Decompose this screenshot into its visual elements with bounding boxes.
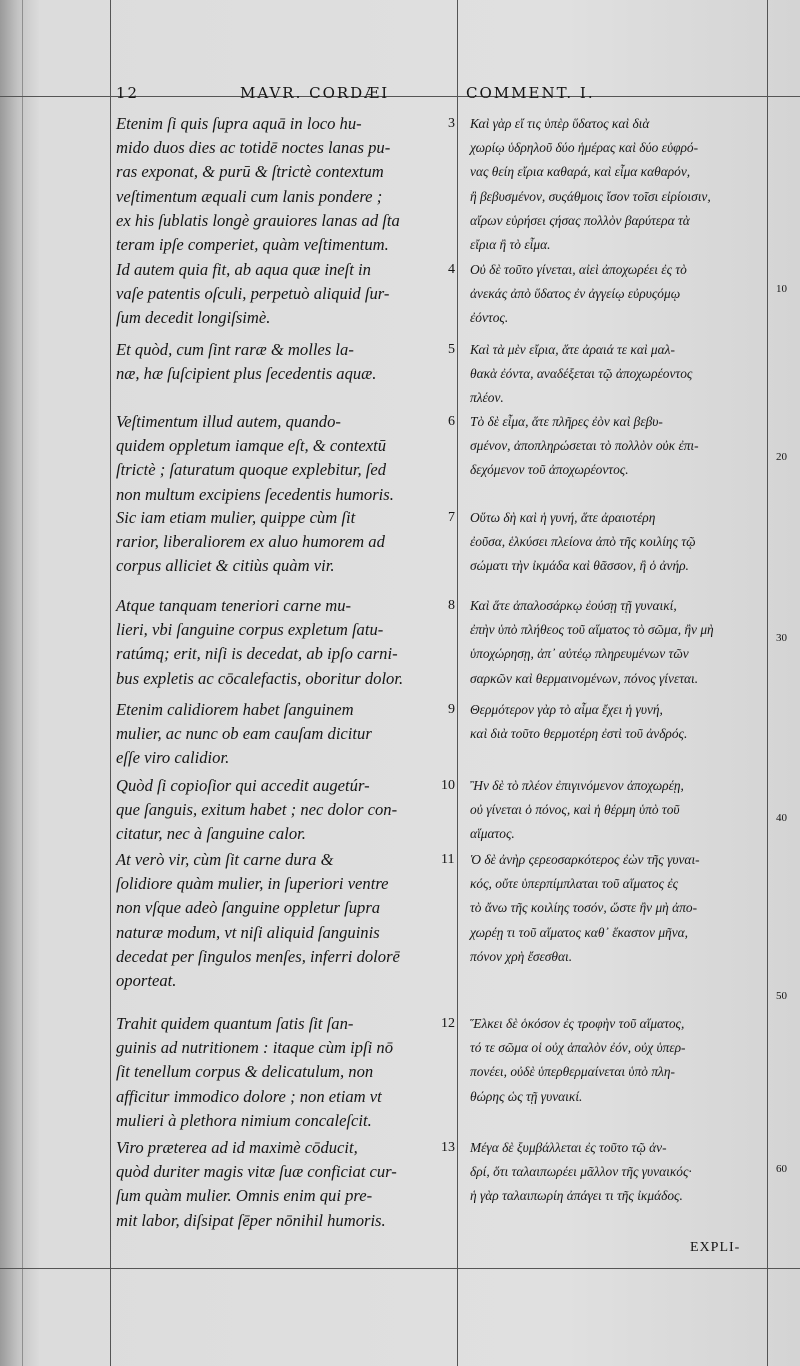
section-number: 10 — [441, 778, 455, 793]
greek-line: Θερμότερον γὰρ τὸ αἷμα ἔχει ἡ γυνή, — [470, 702, 663, 717]
latin-line: mulier, ac nunc ob eam cauſam dicitur — [116, 724, 372, 744]
margin-line-number: 20 — [776, 451, 787, 463]
latin-line: Id autem quia fit, ab aqua quæ ineſt in — [116, 260, 371, 279]
margin-line-number: 50 — [776, 990, 787, 1002]
latin-line: ex his ſublatis longè grauiores lanas ad ſta — [116, 210, 400, 230]
latin-line: næ, hæ ſuſcipient plus ſecedentis aquæ. — [116, 364, 377, 384]
greek-line: ὑποχώρησῃ, ἀπ᾽ αὐτέῳ πληρευμένων τῶν — [470, 646, 689, 662]
greek-line: Καὶ γὰρ εἴ τις ὑπὲρ ὕδατος καὶ διὰ — [470, 116, 650, 131]
margin-line-number: 40 — [776, 812, 787, 824]
greek-line: Καὶ ἅτε ἁπαλοσάρκῳ ἐούσῃ τῇ γυναικί, — [470, 598, 677, 613]
greek-line: δεχόμενον τοῦ ἀποχωρέοντος. — [470, 462, 629, 478]
greek-paragraph — [470, 848, 770, 969]
latin-line: ſum quàm mulier. Omnis enim qui pre- — [116, 1186, 373, 1206]
section-number: 7 — [448, 510, 455, 525]
catchword: EXPLI- — [690, 1240, 741, 1255]
greek-paragraph — [470, 594, 770, 691]
greek-line: Ὁ δὲ ἀνὴρ ςερεοσαρκότερος ἐὼν τῆς γυναι- — [470, 852, 700, 867]
latin-line: Sic iam etiam mulier, quippe cùm ſit — [116, 508, 356, 527]
latin-paragraph — [116, 774, 438, 847]
greek-paragraph — [470, 1012, 770, 1109]
greek-line: αἵματος. — [470, 826, 515, 842]
greek-paragraph — [470, 258, 770, 331]
latin-line: naturæ modum, vt niſi aliquid ſanguinis — [116, 922, 380, 942]
running-title-right: COMMENT. I. — [466, 84, 595, 102]
latin-line: non vſque adeò ſanguine oppletur ſupra — [116, 898, 381, 918]
latin-line: veſtimentum æquali cum lanis pondere ; — [116, 186, 383, 206]
greek-line: Ἢν δὲ τὸ πλέον ἐπιγινόμενον ἀποχωρέῃ, — [470, 778, 684, 793]
latin-line: guinis ad nutritionem : itaque cùm ipſi nō — [116, 1038, 394, 1058]
page-rule — [457, 0, 458, 1366]
greek-line: πόνον χρὴ ἔσεσθαι. — [470, 948, 573, 964]
section-number: 5 — [448, 342, 455, 357]
greek-line: ἢ βεβυσμένον, συςάθμοις ἴσον τοῖσι εἰρίοισιν, — [470, 188, 711, 204]
latin-line: ſtrictè ; ſaturatum quoque explebitur, ſed — [116, 460, 387, 480]
section-number: 3 — [448, 116, 455, 131]
latin-line: eſſe viro calidior. — [116, 748, 230, 768]
latin-line: Etenim ſi quis ſupra aquā in loco hu- — [116, 114, 362, 133]
greek-line: Τὸ δὲ εἷμα, ἅτε πλῆρες ἐὸν καὶ βεβυ- — [470, 414, 663, 429]
latin-line: Atque tanquam teneriori carne mu- — [116, 596, 352, 615]
latin-line: lieri, vbi ſanguine corpus expletum ſatu- — [116, 620, 384, 640]
latin-paragraph — [116, 698, 438, 771]
latin-line: afficitur immodico dolore ; non etiam vt — [116, 1086, 382, 1106]
greek-line: Καὶ τὰ μὲν εἴρια, ἅτε ἀραιά τε καὶ μαλ- — [470, 342, 675, 357]
section-number: 12 — [441, 1016, 455, 1031]
latin-paragraph — [116, 258, 438, 331]
latin-line: mit labor, diſsipat ſēper nōnihil humoris. — [116, 1210, 386, 1230]
latin-paragraph — [116, 410, 438, 507]
latin-line: bus expletis ac cōcalefactis, oboritur dolor. — [116, 668, 404, 688]
greek-line: ἡ γὰρ ταλαιπωρίη ἀπάγει τι τῆς ἰκμάδος. — [470, 1188, 683, 1204]
greek-line: ἐπὴν ὑπὸ πλήθεος τοῦ αἵματος τὸ σῶμα, ἢν μὴ — [470, 622, 714, 638]
greek-paragraph — [470, 112, 770, 257]
running-title-left: MAVR. CORDÆI — [240, 84, 390, 102]
latin-line: ratúmq; erit, niſi is decedat, ab ipſo carni- — [116, 644, 398, 664]
margin-line-number: 10 — [776, 283, 787, 295]
section-number: 9 — [448, 702, 455, 717]
latin-paragraph — [116, 1012, 438, 1133]
latin-line: mido duos dies ac totidē noctes lanas pu- — [116, 138, 391, 158]
latin-line: Veſtimentum illud autem, quando- — [116, 412, 341, 431]
latin-paragraph — [116, 112, 438, 257]
greek-line: κός, οὔτε ὑπερπίμπλαται τοῦ αἵματος ἐς — [470, 876, 679, 892]
latin-line: Et quòd, cum ſint raræ & molles la- — [116, 340, 354, 359]
greek-line: οὐ γίνεται ὁ πόνος, καὶ ἡ θέρμη ὑπὸ τοῦ — [470, 802, 680, 818]
latin-line: corpus alliciet & citiùs quàm vir. — [116, 556, 335, 576]
latin-line: ras exponat, & purū & ſtrictè contextum — [116, 162, 384, 182]
greek-line: ἐοῦσα, ἑλκύσει πλείονα ἀπὸ τῆς κοιλίης τῷ — [470, 534, 696, 550]
latin-line: teram ipſe comperiet, quàm veſtimentum. — [116, 234, 389, 254]
greek-line: τό τε σῶμα οἱ οὐχ ἁπαλὸν ἐόν, οὐχ ὑπερ- — [470, 1040, 686, 1056]
greek-line: Οὕτω δὴ καὶ ἡ γυνή, ἅτε ἀραιοτέρη — [470, 510, 656, 525]
latin-line: que ſanguis, exitum habet ; nec dolor con- — [116, 800, 398, 820]
latin-line: vaſe patentis oſculi, perpetuò aliquid ſur- — [116, 284, 390, 304]
section-number: 8 — [448, 598, 455, 613]
greek-line: σώματι τὴν ἰκμάδα καὶ θᾶσσον, ἢ ὁ ἀνήρ. — [470, 558, 689, 574]
greek-line: χωρίῳ ὑδρηλοῦ δύο ἡμέρας καὶ δύο εὐφρό- — [470, 140, 699, 156]
section-number: 6 — [448, 414, 455, 429]
greek-line: αἴρων εὑρήσει ςήσας πολλὸν βαρύτερα τὰ — [470, 212, 690, 228]
greek-line: ἀνεκάς ἀπὸ ὕδατος ἐν ἀγγείῳ εὐρυςόμῳ — [470, 286, 681, 302]
latin-line: citatur, nec à ſanguine calor. — [116, 824, 306, 844]
latin-paragraph — [116, 594, 438, 691]
page-rule — [110, 0, 111, 1366]
section-number: 4 — [448, 262, 455, 277]
latin-paragraph — [116, 506, 438, 579]
greek-line: νας θείη εἴρια καθαρά, καὶ εἷμα καθαρόν, — [470, 164, 691, 180]
latin-line: quòd duriter magis vitæ ſuæ conficiat cur- — [116, 1162, 397, 1182]
greek-line: καὶ διὰ τοῦτο θερμοτέρη ἐστὶ τοῦ ἀνδρός. — [470, 726, 688, 742]
greek-line: Ἕλκει δὲ ὁκόσον ἐς τροφὴν τοῦ αἵματος, — [470, 1016, 685, 1031]
latin-line: non multum excipiens ſecedentis humoris. — [116, 484, 394, 504]
greek-paragraph — [470, 506, 770, 579]
latin-line: At verò vir, cùm ſit carne dura & — [116, 850, 334, 869]
margin-line-number: 30 — [776, 632, 787, 644]
latin-line: Trahit quidem quantum ſatis ſit ſan- — [116, 1014, 354, 1033]
latin-line: Viro præterea ad id maximè cōducit, — [116, 1138, 358, 1157]
greek-paragraph — [470, 410, 770, 483]
latin-line: Quòd ſi copioſior qui accedit augetúr- — [116, 776, 370, 795]
latin-line: ſum decedit longiſsimè. — [116, 308, 271, 328]
page-number: 12 — [116, 84, 140, 102]
greek-line: σαρκῶν καὶ θερμαινομένων, πόνος γίνεται. — [470, 670, 699, 686]
greek-paragraph — [470, 1136, 770, 1209]
latin-paragraph — [116, 338, 438, 386]
latin-line: quidem oppletum iamque eſt, & contextū — [116, 436, 387, 456]
greek-paragraph — [470, 774, 770, 847]
greek-line: θώρης ὡς τῇ γυναικί. — [470, 1088, 583, 1104]
latin-line: ſit tenellum corpus & delicatulum, non — [116, 1062, 374, 1082]
greek-line: σμένον, ἀποπληρώσεται τὸ πολλὸν οὐκ ἐπι- — [470, 438, 699, 454]
latin-line: Etenim calidiorem habet ſanguinem — [116, 700, 354, 719]
page-rule — [0, 1268, 800, 1269]
greek-line: θακὰ ἐόντα, αναδέξεται τῷ ἀποχωρέοντος — [470, 366, 693, 382]
latin-line: mulieri à plethora nimium concaleſcit. — [116, 1110, 372, 1130]
greek-line: Οὐ δὲ τοῦτο γίνεται, αἰεὶ ἀποχωρέει ἐς τὸ — [470, 262, 687, 277]
greek-paragraph — [470, 338, 770, 411]
greek-line: πλέον. — [470, 390, 504, 406]
greek-paragraph — [470, 698, 770, 746]
latin-paragraph — [116, 848, 438, 993]
latin-line: ſolidiore quàm mulier, in ſuperiori ventre — [116, 874, 389, 894]
latin-line: decedat per ſingulos menſes, inferri dolorē — [116, 946, 400, 966]
greek-line: Μέγα δὲ ξυμβάλλεται ἐς τοῦτο τῷ ἀν- — [470, 1140, 667, 1155]
latin-paragraph — [116, 1136, 438, 1233]
section-number: 13 — [441, 1140, 455, 1155]
latin-line: oporteat. — [116, 970, 177, 990]
greek-line: δρί, ὅτι ταλαιπωρέει μᾶλλον τῆς γυναικός· — [470, 1164, 692, 1180]
margin-line-number: 60 — [776, 1163, 787, 1175]
section-number: 11 — [441, 852, 455, 867]
greek-line: χωρέῃ τι τοῦ αἵματος καθ᾽ ἕκαστον μῆνα, — [470, 924, 689, 940]
greek-line: πονέει, οὐδὲ ὑπερθερμαίνεται ὑπὸ πλη- — [470, 1064, 675, 1080]
greek-line: ἐόντος. — [470, 310, 509, 326]
greek-line: τὸ ἄνω τῆς κοιλίης τοσόν, ὥστε ἢν μὴ ἀπο- — [470, 900, 698, 916]
latin-line: rarior, liberaliorem ex aluo humorem ad — [116, 532, 385, 552]
greek-line: εἴρια ἢ τὸ εἷμα. — [470, 236, 551, 252]
page-rule — [22, 0, 23, 1366]
